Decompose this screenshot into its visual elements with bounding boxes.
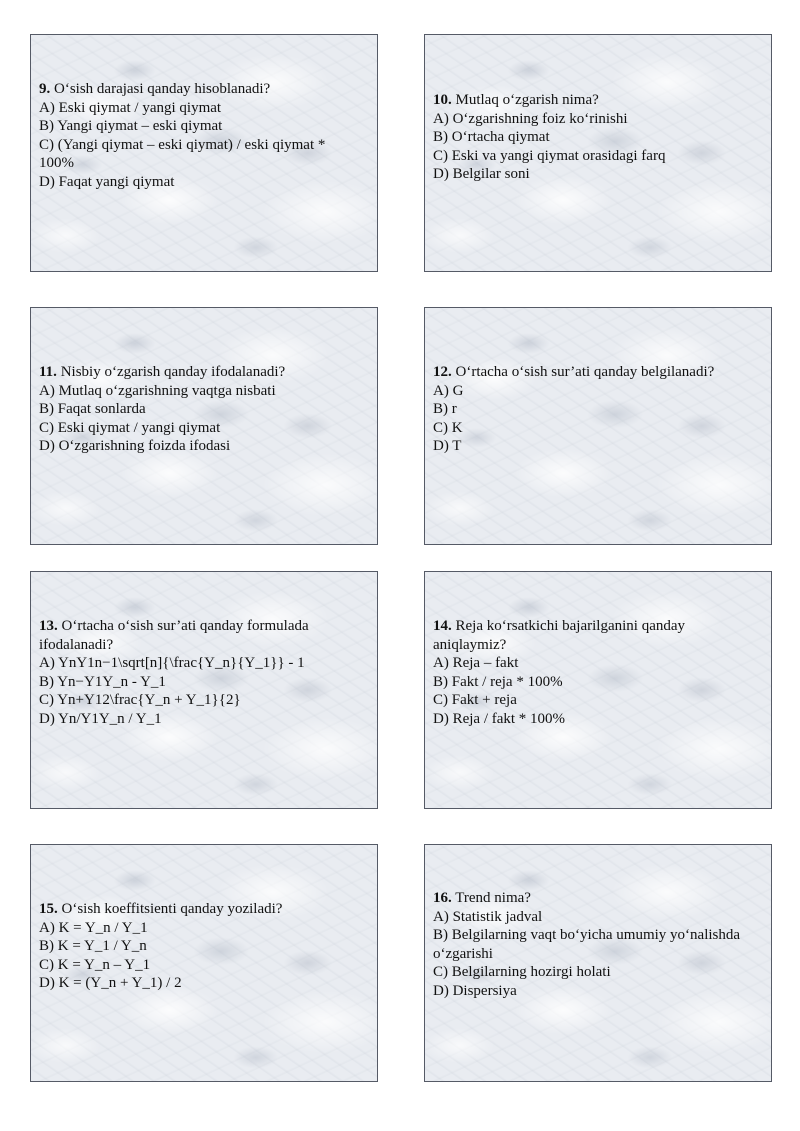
option-b: B) K = Y_1 / Y_n — [39, 938, 147, 954]
option-b: B) Belgilarning vaqt bo‘yicha umumiy yo‘nalishda o‘zgarishi — [433, 927, 741, 962]
option-c: C) Eski qiymat / yangi qiymat — [39, 419, 221, 436]
option-a: A) Eski qiymat / yangi qiymat — [39, 99, 222, 116]
question-number: 14. — [433, 618, 452, 634]
option-d: D) Faqat yangi qiymat — [39, 173, 175, 190]
question-number: 11. — [39, 364, 57, 380]
option-a: A) Reja – fakt — [433, 655, 519, 671]
question-text: O‘sish koeffitsienti qanday yoziladi? — [61, 901, 283, 917]
question-line — [433, 617, 753, 654]
option-c: C) Fakt + reja — [433, 692, 517, 708]
question-card-text — [39, 900, 359, 993]
question-card-text — [433, 889, 753, 1000]
question-text: O‘rtacha o‘sish sur’ati qanday belgilanadi? — [455, 364, 715, 380]
option-d: D) K = (Y_n + Y_1) / 2 — [39, 975, 182, 991]
question-card-11 — [30, 307, 378, 545]
question-line — [39, 80, 359, 99]
question-card-16 — [424, 844, 772, 1082]
question-line — [39, 900, 359, 919]
question-number: 15. — [39, 901, 58, 917]
question-card-text — [39, 363, 359, 456]
question-card-text — [39, 80, 359, 191]
question-text: Mutlaq o‘zgarish nima? — [455, 92, 599, 108]
option-a: A) G — [433, 382, 464, 399]
option-b: B) r — [433, 401, 457, 417]
question-text: O‘rtacha o‘sish sur’ati qanday formulada ifodalanadi? — [39, 618, 309, 653]
option-c: C) (Yangi qiymat – eski qiymat) / eski qiymat * 100% — [39, 136, 326, 171]
question-card-14 — [424, 571, 772, 809]
option-b: B) Fakt / reja * 100% — [433, 673, 563, 690]
option-d: D) Dispersiya — [433, 982, 517, 999]
option-c: C) Yn+Y12\frac{Y_n + Y_1}{2} — [39, 692, 241, 708]
question-card-text — [39, 617, 359, 728]
question-text: Nisbiy o‘zgarish qanday ifodalanadi? — [60, 364, 286, 380]
question-line — [39, 617, 359, 654]
option-d: D) O‘zgarishning foizda ifodasi — [39, 438, 231, 454]
question-text: Trend nima? — [455, 890, 531, 906]
question-line — [433, 91, 753, 110]
option-c: C) Belgilarning hozirgi holati — [433, 964, 611, 980]
question-card-15 — [30, 844, 378, 1082]
option-d: D) Belgilar soni — [433, 166, 530, 182]
question-card-text — [433, 617, 753, 728]
question-number: 12. — [433, 364, 452, 380]
option-d: D) Yn/Y1Y_n / Y_1 — [39, 710, 162, 727]
option-b: B) Yangi qiymat – eski qiymat — [39, 118, 223, 134]
option-b: B) O‘rtacha qiymat — [433, 129, 550, 145]
question-card-text — [433, 363, 753, 456]
option-a: A) K = Y_n / Y_1 — [39, 919, 148, 936]
option-c: C) K = Y_n – Y_1 — [39, 956, 151, 973]
question-number: 10. — [433, 92, 452, 108]
question-number: 13. — [39, 618, 58, 634]
question-card-12 — [424, 307, 772, 545]
question-card-10 — [424, 34, 772, 272]
question-card-text — [433, 91, 753, 184]
option-d: D) T — [433, 438, 462, 454]
option-a: A) Mutlaq o‘zgarishning vaqtga nisbati — [39, 382, 276, 399]
option-a: A) Statistik jadval — [433, 908, 543, 925]
option-b: B) Faqat sonlarda — [39, 401, 146, 417]
option-c: C) K — [433, 419, 463, 436]
question-number: 16. — [433, 890, 452, 906]
question-number: 9. — [39, 81, 51, 97]
option-b: B) Yn−Y1Y_n - Y_1 — [39, 673, 166, 690]
question-card-13 — [30, 571, 378, 809]
question-line — [433, 889, 753, 908]
option-c: C) Eski va yangi qiymat orasidagi farq — [433, 147, 666, 164]
question-card-9 — [30, 34, 378, 272]
question-text: O‘sish darajasi qanday hisoblanadi? — [54, 81, 271, 97]
question-line — [433, 363, 753, 382]
option-d: D) Reja / fakt * 100% — [433, 710, 566, 727]
question-line — [39, 363, 359, 382]
option-a: A) O‘zgarishning foiz ko‘rinishi — [433, 110, 628, 127]
option-a: A) YnY1n−1\sqrt[n]{\frac{Y_n}{Y_1}} - 1 — [39, 655, 305, 671]
question-text: Reja ko‘rsatkichi bajarilganini qanday aniqlaymiz? — [433, 618, 686, 653]
